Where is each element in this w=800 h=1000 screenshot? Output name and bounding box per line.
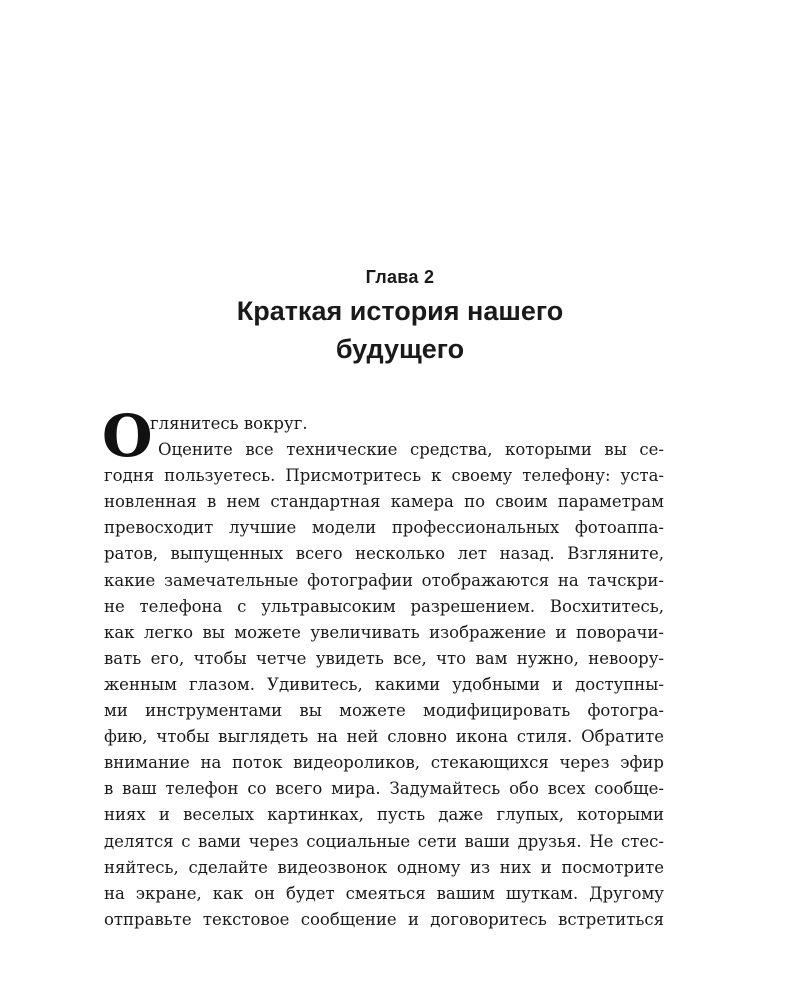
drop-cap: О <box>102 402 153 470</box>
text-line: на экране, как он будет смеяться вашим шуткам. Другому <box>104 883 664 903</box>
text-line: годня пользуетесь. Присмотритесь к своему телефону: уста- <box>104 466 664 486</box>
text-line: женным глазом. Удивитесь, какими удобными и доступны- <box>104 674 664 694</box>
body-text <box>102 402 664 933</box>
text-line: новленная в нем стандартная камера по своим параметрам <box>104 492 664 512</box>
chapter-title <box>0 292 800 368</box>
text-line: няйтесь, сделайте видеозвонок одному из них и посмотрите <box>104 857 664 877</box>
text-line: как легко вы можете увеличивать изображение и поворачи- <box>104 622 664 642</box>
chapter-title-line: Краткая история нашего <box>236 296 564 326</box>
text-line: ми инструментами вы можете модифицировать фотогра- <box>104 701 664 721</box>
text-line: не телефона с ультравысоким разрешением. Восхититесь, <box>104 596 664 616</box>
text-line: ратов, выпущенных всего несколько лет назад. Взгляните, <box>104 544 664 564</box>
text-line: ниях и веселых картинках, пусть даже глупых, которыми <box>104 805 664 825</box>
text-line: в ваш телефон со всего мира. Задумайтесь обо всех сообще- <box>104 779 664 799</box>
text-line: вать его, чтобы четче увидеть все, что вам нужно, невоору- <box>104 648 664 668</box>
text-line: внимание на поток видеороликов, стекающихся через эфир <box>104 753 664 773</box>
chapter-number: Глава 2 <box>365 267 435 287</box>
text-line: превосходит лучшие модели профессиональных фотоаппа- <box>104 518 664 538</box>
text-line: глянитесь вокруг. <box>150 414 308 433</box>
text-line: делятся с вами через социальные сети ваши друзья. Не стес- <box>104 831 664 851</box>
chapter-title-line: будущего <box>335 334 465 364</box>
text-line: Оцените все технические средства, которыми вы се- <box>158 440 664 460</box>
text-line: фию, чтобы выглядеть на ней словно икона стиля. Обратите <box>104 727 664 747</box>
text-line: какие замечательные фотографии отображаются на тачскри- <box>104 570 664 590</box>
text-line: отправьте текстовое сообщение и договоритесь встретиться <box>104 909 664 929</box>
